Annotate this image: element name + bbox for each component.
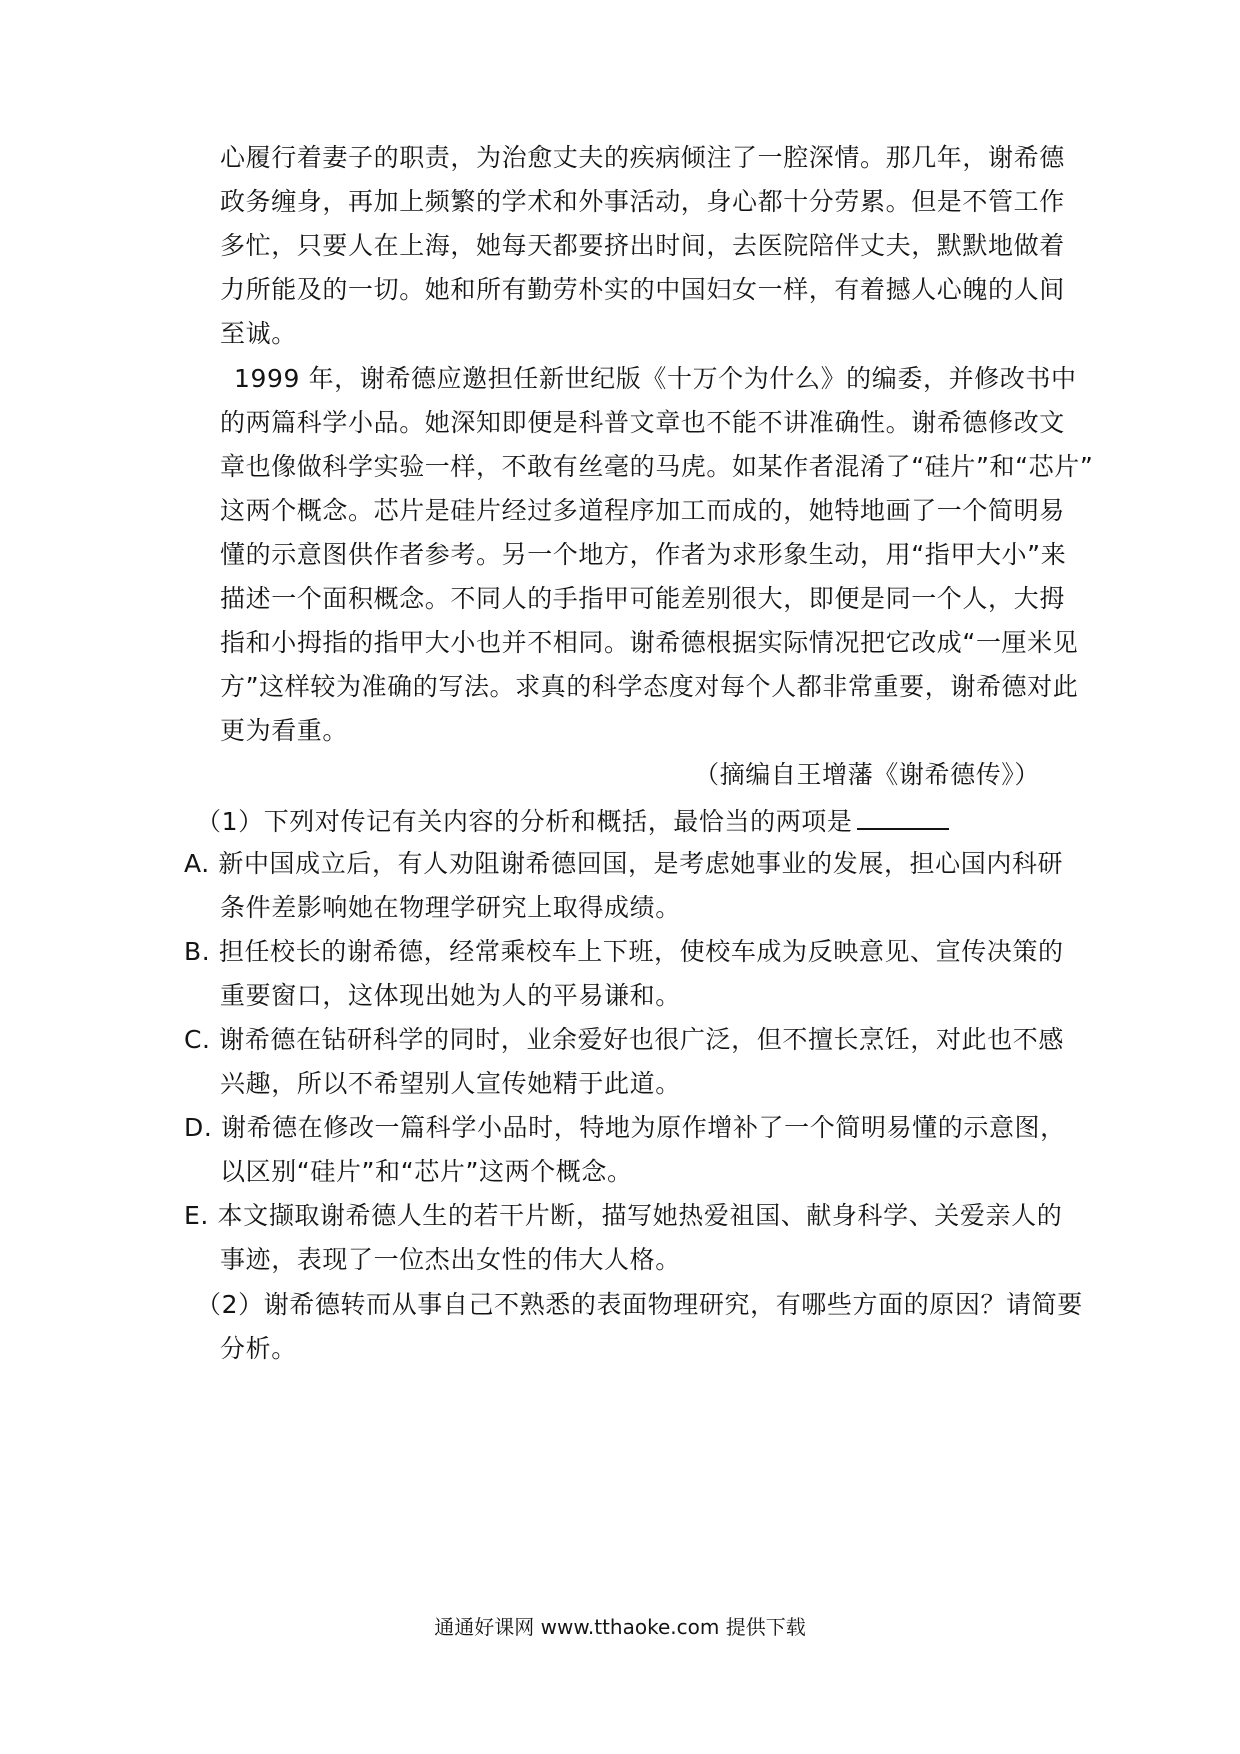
option-a — [184, 846, 1064, 882]
passage-line: 描述一个面积概念。不同人的手指甲可能差别很大，即便是同一个人，大拇 — [220, 584, 1065, 613]
option-letter: E. — [184, 1201, 209, 1230]
option-c-cont: 兴趣，所以不希望别人宣传她精于此道。 — [220, 1069, 681, 1098]
option-d — [184, 1110, 1066, 1146]
option-text: 谢希德在钻研科学的同时，业余爱好也很广泛，但不擅长烹饪，对此也不感 — [219, 1025, 1064, 1054]
option-text: 担任校长的谢希德，经常乘校车上下班，使校车成为反映意见、宣传决策的 — [218, 937, 1064, 966]
question-2-stem: （2）谢希德转而从事自己不熟悉的表面物理研究，有哪些方面的原因？请简要 — [196, 1290, 1083, 1319]
question-2-cont: 分析。 — [220, 1334, 297, 1363]
passage-line: 至诚。 — [220, 319, 297, 348]
passage-line: 指和小拇指的指甲大小也并不相同。谢希德根据实际情况把它改成“一厘米见 — [220, 628, 1079, 657]
question-1-text: （1）下列对传记有关内容的分析和概括，最恰当的两项是 — [196, 807, 853, 836]
option-a-cont: 条件差影响她在物理学研究上取得成绩。 — [220, 893, 681, 922]
option-b-cont: 重要窗口，这体现出她为人的平易谦和。 — [220, 981, 681, 1010]
option-letter: D. — [184, 1113, 213, 1142]
answer-blank — [857, 802, 949, 830]
passage-line: 政务缠身，再加上频繁的学术和外事活动，身心都十分劳累。但是不管工作 — [220, 187, 1065, 216]
option-text: 本文撷取谢希德人生的若干片断，描写她热爱祖国、献身科学、关爱亲人的 — [217, 1201, 1063, 1230]
option-d-cont: 以区别“硅片”和“芯片”这两个概念。 — [220, 1157, 633, 1186]
passage-line: 更为看重。 — [220, 716, 349, 745]
option-b — [184, 934, 1064, 970]
passage-line: 力所能及的一切。她和所有勤劳朴实的中国妇女一样，有着撼人心魄的人间 — [220, 275, 1065, 304]
option-e-cont: 事迹，表现了一位杰出女性的伟大人格。 — [220, 1245, 681, 1274]
option-letter: A. — [184, 849, 210, 878]
option-text: 谢希德在修改一篇科学小品时，特地为原作增补了一个简明易懂的示意图， — [220, 1113, 1066, 1142]
option-letter: C. — [184, 1025, 211, 1054]
passage-line: 多忙，只要人在上海，她每天都要挤出时间，去医院陪伴丈夫，默默地做着 — [220, 231, 1065, 260]
option-c — [184, 1022, 1064, 1058]
source-citation: （摘编自王增藩《谢希德传》） — [694, 760, 1040, 789]
passage-line: 懂的示意图供作者参考。另一个地方，作者为求形象生动，用“指甲大小”来 — [220, 540, 1067, 569]
page-footer: 通通好课网 www.tthaoke.com 提供下载 — [434, 1615, 806, 1639]
passage-line: 心履行着妻子的职责，为治愈丈夫的疾病倾注了一腔深情。那几年，谢希德 — [220, 143, 1065, 172]
passage-line: 这两个概念。芯片是硅片经过多道程序加工而成的，她特地画了一个简明易 — [220, 496, 1065, 525]
option-e — [184, 1198, 1063, 1234]
question-1-stem — [196, 802, 1036, 840]
option-text: 新中国成立后，有人劝阻谢希德回国，是考虑她事业的发展，担心国内科研 — [218, 849, 1064, 878]
passage-line: 1999 年，谢希德应邀担任新世纪版《十万个为什么》的编委，并修改书中 — [234, 364, 1077, 393]
passage-line: 章也像做科学实验一样，不敢有丝毫的马虎。如某作者混淆了“硅片”和“芯片” — [220, 452, 1094, 481]
passage-line: 的两篇科学小品。她深知即便是科普文章也不能不讲准确性。谢希德修改文 — [220, 408, 1065, 437]
option-letter: B. — [184, 937, 211, 966]
passage-line: 方”这样较为准确的写法。求真的科学态度对每个人都非常重要，谢希德对此 — [220, 672, 1079, 701]
